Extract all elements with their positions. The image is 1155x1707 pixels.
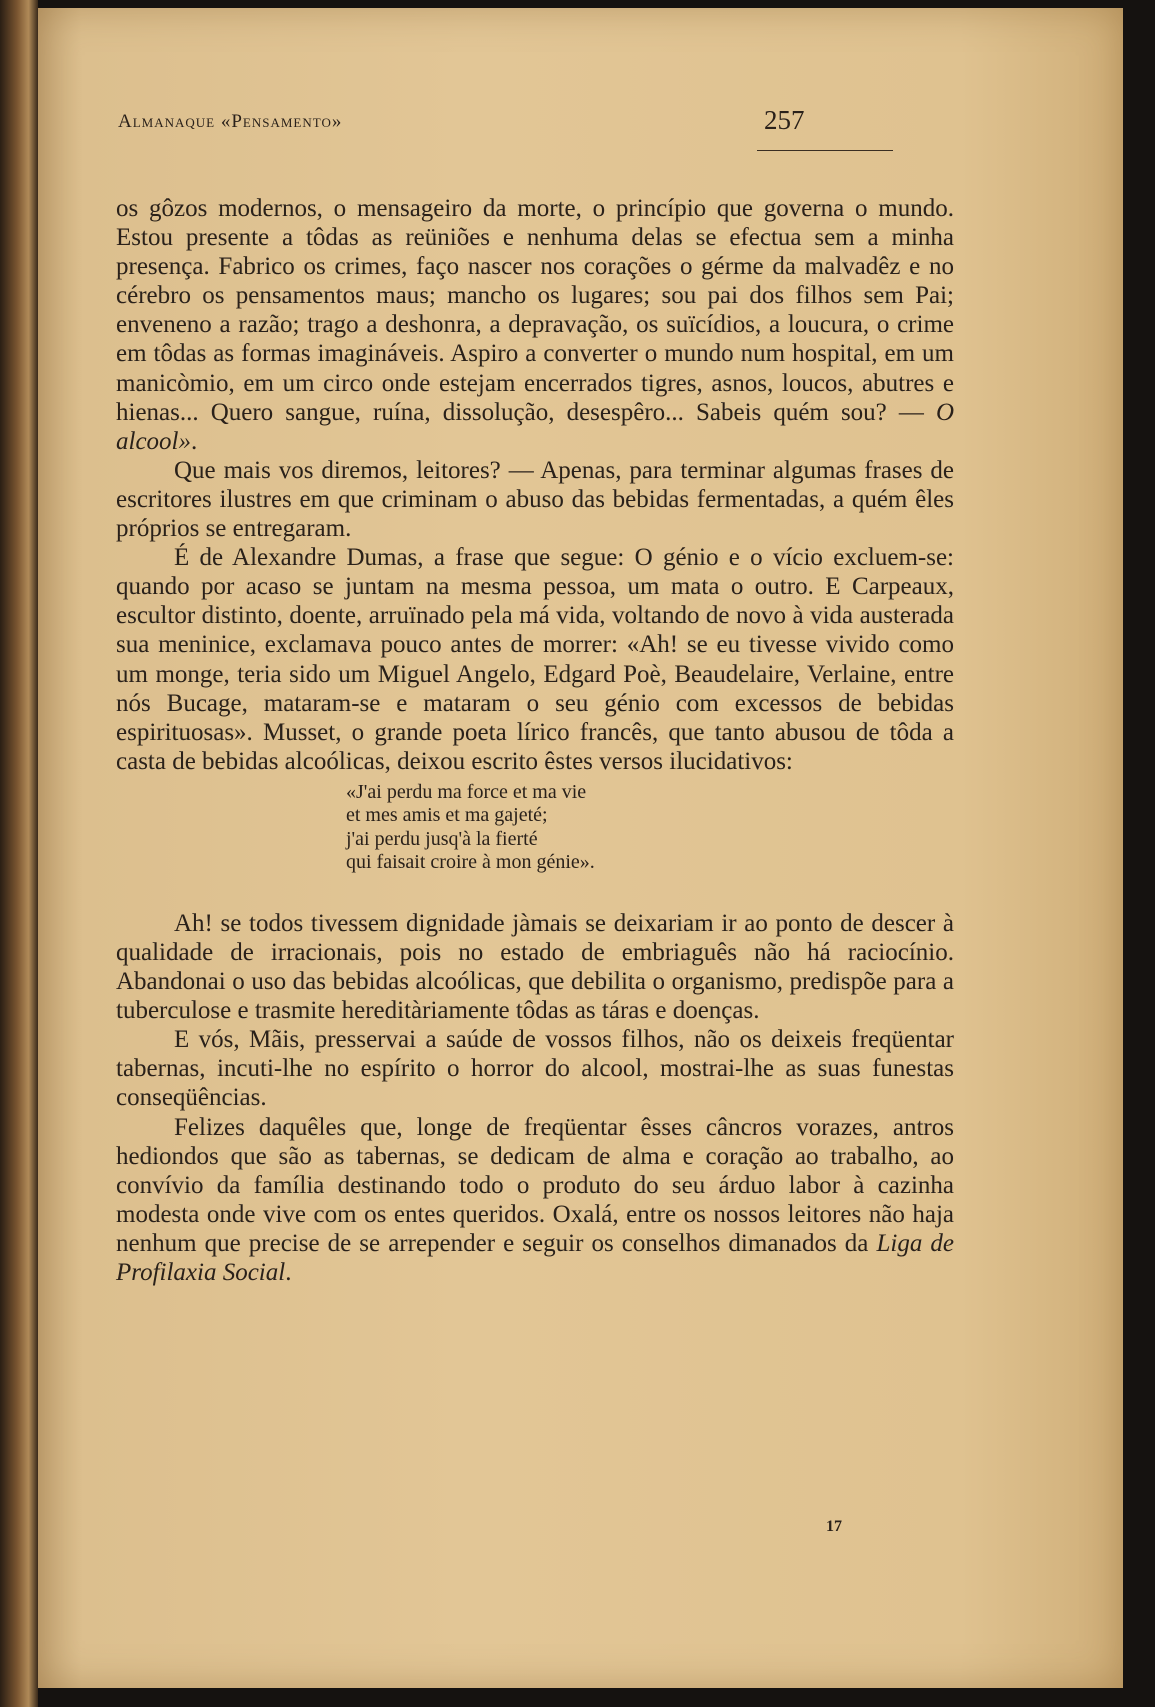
page-number: 257: [764, 105, 805, 135]
page-content: [38, 8, 1123, 1688]
book-spine: [0, 0, 38, 1707]
paragraph-6-emphasis: Liga de Profilaxia Social: [116, 1229, 954, 1286]
poem-line: qui faisait croire à mon génie».: [346, 851, 595, 874]
poem-line: j'ai perdu jusq'à la fierté: [346, 827, 538, 850]
paragraph-1-text: os gôzos modernos, o mensageiro da morte, o princípio que governa o mundo. Estou presente a tôdas as reüniões e nenhuma delas se efectua sem a minha presença. Fabrico os crimes, faço nascer nos corações o gérme da malvadêz e no cérebro os pensamentos maus; mancho os lugares; sou pai dos filhos sem Pai; enveneno a razão; trago a deshonra, a depravação, os suïcídios, a loucura, o crime em tôdas as formas imagináveis. Aspiro a converter o mundo num hospital, em um manicòmio, em um circo onde estejam encerrados tigres, asnos, loucos, abutres e hienas... Quero sangue, ruína, dissolução, desespêro... Sabeis quém sou? —: [116, 195, 954, 426]
poem-quote: [346, 781, 954, 875]
paragraph-6-end: .: [285, 1259, 292, 1286]
paragraph-4: Ah! se todos tivessem dignidade jàmais se deixariam ir ao ponto de descer à qualidade de irracionais, pois no estado de embriaguês não há raciocínio. Abandonai o uso das bebidas alcoólicas, que debilita o organismo, predispõe para a tuberculose e trasmite hereditàriamente tôdas as táras e doenças.: [116, 909, 954, 1025]
paragraph-6-text: Felizes daquêles que, longe de freqüentar êsses câncros vorazes, antros hediondos que são as tabernas, se dedicam de alma e coração ao trabalho, ao convívio da família destinando todo o produto do seu árduo labor à cazinha modesta onde vive com os entes queridos. Oxalá, entre os nossos leitores não haja nenhum que precise de se arrepender e seguir os conselhos dimanados da: [116, 1113, 954, 1257]
paper-page: [38, 8, 1123, 1688]
signature-mark: 17: [826, 1518, 842, 1535]
paragraph-2: Que mais vos diremos, leitores? — Apenas, para terminar algumas frases de escritores ilustres em que criminam o abuso das bebidas fermentadas, a quém êles próprios se entregaram.: [116, 456, 954, 543]
paragraph-3: É de Alexandre Dumas, a frase que segue: O génio e o vício excluem-se: quando por acaso se juntam na mesma pessoa, um mata o outro. E Carpeaux, escultor distinto, doente, arruïnado pela má vida, voltando de novo à vida austerada sua meninice, exclamava pouco antes de morrer: «Ah! se eu tivesse vivido como um monge, teria sido um Miguel Angelo, Edgard Poè, Beaudelaire, Verlaine, entre nós Bucage, mataram-se e mataram o seu génio com excessos de bebidas espirituosas». Musset, o grande poeta lírico francês, que tanto abusou de tôda a casta de bebidas alcoólicas, deixou escrito êstes versos ilucidativos:: [116, 544, 954, 775]
paragraph-1-end: .: [191, 427, 198, 455]
header-rule: [757, 150, 893, 151]
poem-line: et mes amis et ma gajeté;: [346, 804, 548, 827]
running-head: Almanaque «Pensamento»: [118, 111, 343, 132]
paragraph-6: [116, 1113, 954, 1288]
paragraph-1-emphasis: O alcool»: [116, 398, 954, 455]
paragraph-1: [116, 194, 954, 456]
body-text: [116, 194, 954, 1287]
paragraph-5: E vós, Mãis, presservai a saúde de vossos filhos, não os deixeis freqüentar tabernas, incuti-lhe no espírito o horror do alcool, mostrai-lhe as suas funestas conseqüências.: [116, 1026, 954, 1112]
poem-line: «J'ai perdu ma force et ma vie: [346, 780, 587, 803]
